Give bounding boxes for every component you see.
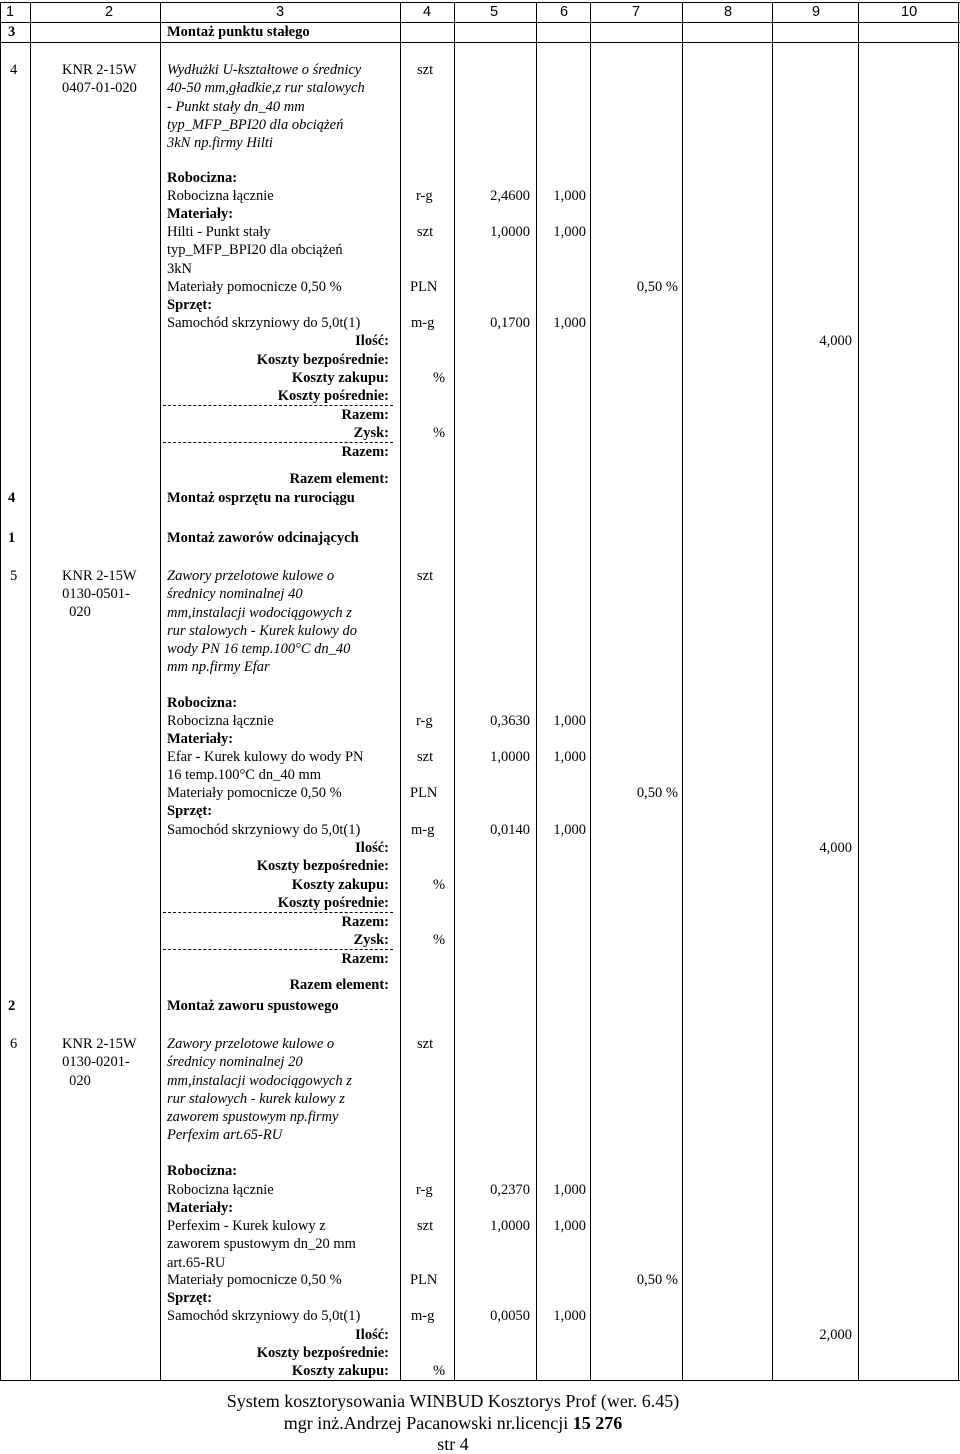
purchase-costs-label: Koszty zakupu: bbox=[291, 370, 389, 386]
header-col-2: 2 bbox=[105, 4, 114, 20]
section-number: 4 bbox=[8, 490, 16, 506]
labor-coef: 1,000 bbox=[553, 188, 586, 204]
labor-coef: 1,000 bbox=[553, 713, 586, 729]
footer-author: mgr inż.Andrzej Pacanowski nr.licencji bbox=[283, 1413, 573, 1433]
position-code: 0130-0201- bbox=[62, 1054, 130, 1070]
material-coef: 1,000 bbox=[553, 749, 586, 765]
position-code: KNR 2-15W bbox=[62, 568, 137, 584]
equipment-coef: 1,000 bbox=[553, 822, 586, 838]
purchase-costs-label: Koszty zakupu: bbox=[291, 1363, 389, 1379]
total-label: Razem: bbox=[341, 444, 389, 460]
material-norm: 1,0000 bbox=[490, 224, 530, 240]
quantity-label: Ilość: bbox=[355, 1327, 389, 1343]
position-description: Zawory przelotowe kulowe o średnicy nominalnej 20 mm,instalacji wodociągowych z rur stalowych - kurek kulowy z zaworem spustowym np.firmy Perfexim art.65-RU bbox=[167, 1036, 352, 1144]
profit-label: Zysk: bbox=[353, 932, 389, 948]
section-number: 3 bbox=[8, 24, 16, 40]
header-col-1: 1 bbox=[6, 4, 15, 20]
header-col-7: 7 bbox=[632, 4, 641, 20]
section-title: Montaż punktu stałego bbox=[167, 24, 310, 40]
equipment-coef: 1,000 bbox=[553, 1308, 586, 1324]
profit-pct: % bbox=[433, 425, 446, 441]
col-border-9 bbox=[858, 2, 859, 1380]
aux-materials-unit: PLN bbox=[410, 785, 438, 801]
material-norm: 1,0000 bbox=[490, 1218, 530, 1234]
footer-license-number: 15 276 bbox=[572, 1413, 623, 1433]
position-code: 0130-0501- bbox=[62, 586, 130, 602]
section-number: 2 bbox=[8, 998, 16, 1014]
labor-unit: r-g bbox=[416, 188, 433, 204]
table-bottom-border bbox=[0, 1380, 960, 1381]
labor-heading: Robocizna: bbox=[167, 170, 238, 186]
position-unit: szt bbox=[417, 1036, 434, 1052]
col-border-0 bbox=[0, 2, 1, 1380]
purchase-costs-pct: % bbox=[433, 1363, 446, 1379]
equipment-heading: Sprzęt: bbox=[167, 1290, 213, 1306]
position-code: 020 bbox=[69, 604, 91, 620]
purchase-costs-pct: % bbox=[433, 370, 446, 386]
position-number: 6 bbox=[10, 1036, 18, 1052]
equipment-label: Samochód skrzyniowy do 5,0t(1) bbox=[167, 1308, 361, 1324]
direct-costs-label: Koszty bezpośrednie: bbox=[256, 1345, 389, 1361]
col-border-1 bbox=[30, 2, 31, 1380]
col-border-8 bbox=[772, 2, 773, 1380]
labor-heading: Robocizna: bbox=[167, 695, 238, 711]
profit-label: Zysk: bbox=[353, 425, 389, 441]
labor-label: Robocizna łącznie bbox=[167, 1182, 274, 1198]
material-label: Perfexim - Kurek kulowy z zaworem spustowym dn_20 mm art.65-RU bbox=[167, 1218, 356, 1271]
aux-materials-label: Materiały pomocnicze 0,50 % bbox=[167, 279, 342, 295]
quantity-value: 4,000 bbox=[819, 840, 852, 856]
subtotal-label: Razem: bbox=[341, 407, 389, 423]
profit-pct: % bbox=[433, 932, 446, 948]
quantity-label: Ilość: bbox=[355, 840, 389, 856]
labor-label: Robocizna łącznie bbox=[167, 188, 274, 204]
col-border-4 bbox=[454, 2, 455, 1380]
position-code: KNR 2-15W bbox=[62, 1036, 137, 1052]
header-col-9: 9 bbox=[812, 4, 821, 20]
section-title: Montaż zaworu spustowego bbox=[167, 998, 339, 1014]
direct-costs-label: Koszty bezpośrednie: bbox=[256, 858, 389, 874]
quantity-label: Ilość: bbox=[355, 333, 389, 349]
header-col-8: 8 bbox=[724, 4, 733, 20]
labor-norm: 0,2370 bbox=[490, 1182, 530, 1198]
section-title: Montaż osprzętu na rurociągu bbox=[167, 490, 355, 506]
aux-materials-pct: 0,50 % bbox=[636, 785, 678, 801]
labor-label: Robocizna łącznie bbox=[167, 713, 274, 729]
aux-materials-label: Materiały pomocnicze 0,50 % bbox=[167, 785, 342, 801]
materials-heading: Materiały: bbox=[167, 731, 234, 747]
footer-system-line: System kosztorysowania WINBUD Kosztorys Prof (wer. 6.45) bbox=[226, 1391, 680, 1411]
material-coef: 1,000 bbox=[553, 224, 586, 240]
equipment-norm: 0,0050 bbox=[490, 1308, 530, 1324]
col-border-3 bbox=[400, 2, 401, 1380]
indirect-costs-label: Koszty pośrednie: bbox=[277, 895, 389, 911]
section-number: 1 bbox=[8, 530, 16, 546]
col-border-2 bbox=[160, 2, 161, 1380]
position-code: 020 bbox=[69, 1073, 91, 1089]
labor-norm: 2,4600 bbox=[490, 188, 530, 204]
material-norm: 1,0000 bbox=[490, 749, 530, 765]
header-col-3: 3 bbox=[276, 4, 285, 20]
quantity-value: 4,000 bbox=[819, 333, 852, 349]
header-col-5: 5 bbox=[490, 4, 499, 20]
material-unit: szt bbox=[417, 1218, 434, 1234]
section3-row-border bbox=[0, 42, 960, 43]
header-col-4: 4 bbox=[423, 4, 432, 20]
position-description: Zawory przelotowe kulowe o średnicy nominalnej 40 mm,instalacji wodociągowych z rur stalowych - Kurek kulowy do wody PN 16 temp.100°C dn_40 mm np.firmy Efar bbox=[167, 568, 357, 676]
aux-materials-unit: PLN bbox=[410, 279, 438, 295]
equipment-unit: m-g bbox=[411, 822, 435, 838]
equipment-unit: m-g bbox=[411, 315, 435, 331]
footer-page-number: str 4 bbox=[437, 1434, 469, 1454]
aux-materials-unit: PLN bbox=[410, 1272, 438, 1288]
direct-costs-label: Koszty bezpośrednie: bbox=[256, 352, 389, 368]
total-label: Razem: bbox=[341, 951, 389, 967]
header-row-border bbox=[0, 22, 960, 23]
material-unit: szt bbox=[417, 749, 434, 765]
equipment-unit: m-g bbox=[411, 1308, 435, 1324]
material-unit: szt bbox=[417, 224, 434, 240]
section-title: Montaż zaworów odcinających bbox=[167, 530, 359, 546]
position-description: Wydłużki U-kształtowe o średnicy 40-50 mm,gładkie,z rur stalowych - Punkt stały dn_40 mm typ_MFP_BPI20 dla obciążeń 3kN np.firmy Hilti bbox=[167, 62, 365, 152]
col-border-6 bbox=[590, 2, 591, 1380]
materials-heading: Materiały: bbox=[167, 206, 234, 222]
header-col-10: 10 bbox=[901, 4, 918, 20]
position-code: KNR 2-15W 0407-01-020 bbox=[62, 62, 137, 97]
equipment-label: Samochód skrzyniowy do 5,0t(1) bbox=[167, 822, 361, 838]
equipment-coef: 1,000 bbox=[553, 315, 586, 331]
quantity-value: 2,000 bbox=[819, 1327, 852, 1343]
labor-heading: Robocizna: bbox=[167, 1163, 238, 1179]
equipment-heading: Sprzęt: bbox=[167, 803, 213, 819]
equipment-heading: Sprzęt: bbox=[167, 297, 213, 313]
labor-coef: 1,000 bbox=[553, 1182, 586, 1198]
labor-norm: 0,3630 bbox=[490, 713, 530, 729]
material-label: Efar - Kurek kulowy do wody PN 16 temp.100°C dn_40 mm bbox=[167, 749, 364, 784]
header-col-6: 6 bbox=[560, 4, 569, 20]
position-unit: szt bbox=[417, 568, 434, 584]
position-unit: szt bbox=[417, 62, 434, 78]
footer-license-line bbox=[0, 1412, 906, 1434]
element-total-label: Razem element: bbox=[289, 471, 389, 487]
labor-unit: r-g bbox=[416, 713, 433, 729]
equipment-label: Samochód skrzyniowy do 5,0t(1) bbox=[167, 315, 361, 331]
col-border-7 bbox=[682, 2, 683, 1380]
equipment-norm: 0,0140 bbox=[490, 822, 530, 838]
labor-unit: r-g bbox=[416, 1182, 433, 1198]
materials-heading: Materiały: bbox=[167, 1200, 234, 1216]
purchase-costs-pct: % bbox=[433, 877, 446, 893]
subtotal-label: Razem: bbox=[341, 914, 389, 930]
indirect-costs-label: Koszty pośrednie: bbox=[277, 388, 389, 404]
aux-materials-pct: 0,50 % bbox=[636, 279, 678, 295]
material-label: Hilti - Punkt stały typ_MFP_BPI20 dla obciążeń 3kN bbox=[167, 224, 343, 277]
col-border-10 bbox=[958, 2, 959, 1380]
equipment-norm: 0,1700 bbox=[490, 315, 530, 331]
element-total-label: Razem element: bbox=[289, 977, 389, 993]
col-border-5 bbox=[536, 2, 537, 1380]
material-coef: 1,000 bbox=[553, 1218, 586, 1234]
aux-materials-label: Materiały pomocnicze 0,50 % bbox=[167, 1272, 342, 1288]
purchase-costs-label: Koszty zakupu: bbox=[291, 877, 389, 893]
position-number: 5 bbox=[10, 568, 18, 584]
position-number: 4 bbox=[10, 62, 18, 78]
aux-materials-pct: 0,50 % bbox=[636, 1272, 678, 1288]
